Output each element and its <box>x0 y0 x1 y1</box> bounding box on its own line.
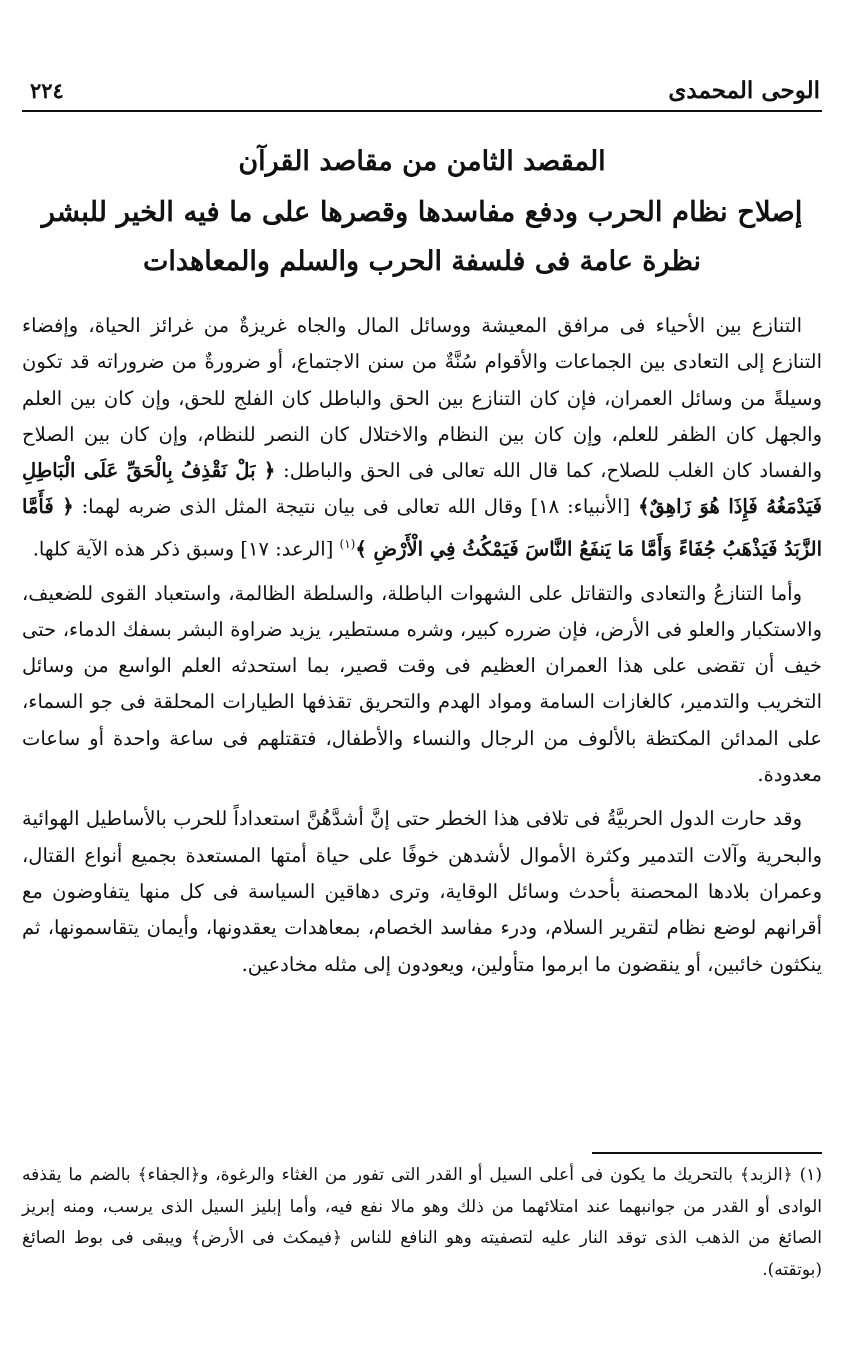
quran-verse-raad: ﴿ فَأَمَّا الزَّبَدُ فَيَذْهَبُ جُفَاءً وَأَمَّا مَا يَنفَعُ النَّاسَ فَيَمْكُثُ فِي الْأَرْضِ ﴾ <box>22 495 822 561</box>
running-header <box>22 70 822 112</box>
footnote: (١) ﴿الزبد﴾ بالتحريك ما يكون فى أعلى السيل أو القدر التى تفور من الغثاء والرغوة، و﴿الجفاء﴾ بالضم ما يقذفه الوادى أو القدر من جوانبهما عند امتلائهما من ذلك وهو مالا نفع فيه، وأما إبليز السيل الذى يرسب، ومنه إبريز الصائغ من الذهب الذى توقد النار عليه لتصفيته وهو النافع للناس ﴿فيمكث فى الأرض﴾ ويبقى فى بوط الصائغ (بوتقته). <box>22 1165 822 1280</box>
section-title: نظرة عامة فى فلسفة الحرب والسلم والمعاهدات <box>142 246 702 277</box>
footnote-reference[interactable]: (١) <box>339 536 356 551</box>
paragraph-1-text-c: [الرعد: ١٧] وسبق ذكر هذه الآية كلها. <box>32 537 334 561</box>
chapter-headings <box>22 137 822 287</box>
paragraph-1-text-b: [الأنبياء: ١٨] وقال الله تعالى فى بيان نتيجة المثل الذى ضربه لهما: <box>81 495 631 519</box>
paragraph-1-text-a: التنازع بين الأحياء فى مرافق المعيشة ووسائل المال والجاه غريزةٌ من غرائز الحياة، وإفضاء التنازع إلى التعادى بين الجماعات والأقوام سُنَّةٌ من سنن الاجتماع، أو ضرورةٌ من ضروراته قد تكون وسيلةً من وسائل العمران، فإن كان التنازع بين الحق والباطل كان الفلج للحق، وإن كان بين العلم والجهل كان الظفر للعلم، وإن كان بين النظام والاختلال كان النصر للنظام، وإن كان بين الصلاح والفساد كان الغلب للصلاح، كما قال الله تعالى فى الحق والباطل: <box>22 314 823 483</box>
paragraph-3: وقد حارت الدول الحربيَّةُ فى تلافى هذا الخطر حتى إنَّ أشدَّهُنَّ استعداداً للحرب بالأساطيل الهوائية والبحرية وآلات التدمير وكثرة الأموال لأشدهن خوفًا على حياة أمتها المستعدة بجميع أنواع القتال، وعمران بلادها المحصنة بأحدث وسائل الوقاية، وترى دهاقين السياسة فى كل منها يتفاوضون مع أقرانهم لوضع نظام لتقرير السلام، ودرء مفاسد الخصام، بمعاهدات يعقدونها، وأيمان يتقاسمونها، ثم ينكثون خائبين، أو ينقضون ما ابرموا متأولين، ويعودون إلى مثله مخادعين. <box>22 807 822 976</box>
quran-verse-anbiya: ﴿ بَلْ نَقْذِفُ بِالْحَقِّ عَلَى الْبَاطِلِ فَيَدْمَغُهُ فَإِذَا هُوَ زَاهِقٌ﴾ <box>22 459 822 519</box>
paragraph-1 <box>22 308 822 568</box>
body-text <box>22 308 822 991</box>
paragraph-2: وأما التنازعُ والتعادى والتقاتل على الشهوات الباطلة، والسلطة الظالمة، واستعباد القوى للضعيف، والاستكبار والعلو فى الأرض، فإن ضرره كبير، وشره مستطير، يزيد ضراوة البشر بسفك الدماء، حتى خيف أن تقضى على هذا العمران العظيم فى وقت قصير، بما استحدثه العلم الواسع من وسائل التخريب والتدمير، كالغازات السامة ومواد الهدم والتحريق تقذفها الطيارات المحلقة فى جو السماء، على المدائن المكتظة بالألوف من الرجال والنساء والأطفال، فتقتلهم فى ساعة واحدة أو ساعات معدودة. <box>22 581 822 787</box>
page-number: ٢٢٤ <box>30 77 64 103</box>
chapter-subtitle: إصلاح نظام الحرب ودفع مفاسدها وقصرها على ما فيه الخير للبشر <box>41 196 803 228</box>
chapter-title: المقصد الثامن من مقاصد القرآن <box>238 146 606 177</box>
footnote-divider <box>592 1152 822 1154</box>
header-title: الوحى المحمدى <box>668 76 820 104</box>
